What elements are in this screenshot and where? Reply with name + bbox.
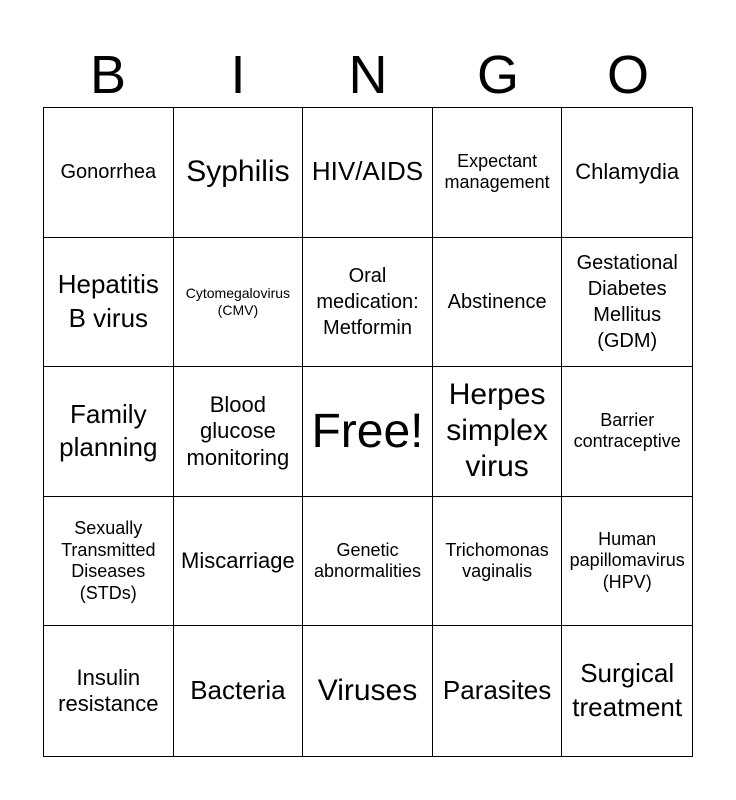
bingo-cell-g5[interactable]: Parasites: [433, 626, 563, 756]
header-letter-n: N: [348, 45, 388, 105]
bingo-cell-o4[interactable]: Human papillomavirus (HPV): [562, 497, 692, 627]
bingo-board: [43, 107, 693, 757]
bingo-cell-n1[interactable]: HIV/AIDS: [303, 108, 433, 238]
bingo-cell-b2[interactable]: Hepatitis B virus: [44, 238, 174, 368]
bingo-cell-i5[interactable]: Bacteria: [174, 626, 304, 756]
bingo-cell-b4[interactable]: Sexually Transmitted Diseases (STDs): [44, 497, 174, 627]
bingo-cell-n5[interactable]: Viruses: [303, 626, 433, 756]
bingo-cell-i3[interactable]: Blood glucose monitoring: [174, 367, 304, 497]
bingo-cell-g2[interactable]: Abstinence: [433, 238, 563, 368]
bingo-cell-n4[interactable]: Genetic abnormalities: [303, 497, 433, 627]
bingo-cell-i4[interactable]: Miscarriage: [174, 497, 304, 627]
bingo-cell-i2[interactable]: Cytomegalovirus (CMV): [174, 238, 304, 368]
bingo-cell-o5[interactable]: Surgical treatment: [572, 658, 683, 723]
bingo-cell-b1[interactable]: Gonorrhea: [44, 108, 174, 238]
header-letter-o: O: [606, 45, 649, 105]
bingo-cell-b5[interactable]: Insulin resistance: [44, 626, 174, 756]
bingo-cell-b3[interactable]: Family planning: [44, 367, 174, 497]
free-space[interactable]: Free!: [303, 367, 433, 497]
header-letter-i: I: [230, 45, 246, 105]
bingo-cell-n2[interactable]: Oral medication: Metformin: [303, 238, 433, 368]
bingo-cell-o2[interactable]: Gestational Diabetes Mellitus (GDM): [562, 238, 692, 368]
bingo-cell-g1[interactable]: Expectant management: [433, 108, 563, 238]
header-letter-b: B: [89, 45, 127, 105]
bingo-cell-g4[interactable]: Trichomonas vaginalis: [433, 497, 563, 627]
bingo-cell-g3[interactable]: Herpes simplex virus: [433, 367, 563, 497]
bingo-cell-i1[interactable]: Syphilis: [174, 108, 304, 238]
bingo-cell-o3[interactable]: Barrier contraceptive: [562, 367, 692, 497]
bingo-header: [43, 44, 693, 106]
bingo-cell-o1[interactable]: Chlamydia: [562, 108, 692, 238]
header-letter-g: G: [476, 45, 519, 105]
